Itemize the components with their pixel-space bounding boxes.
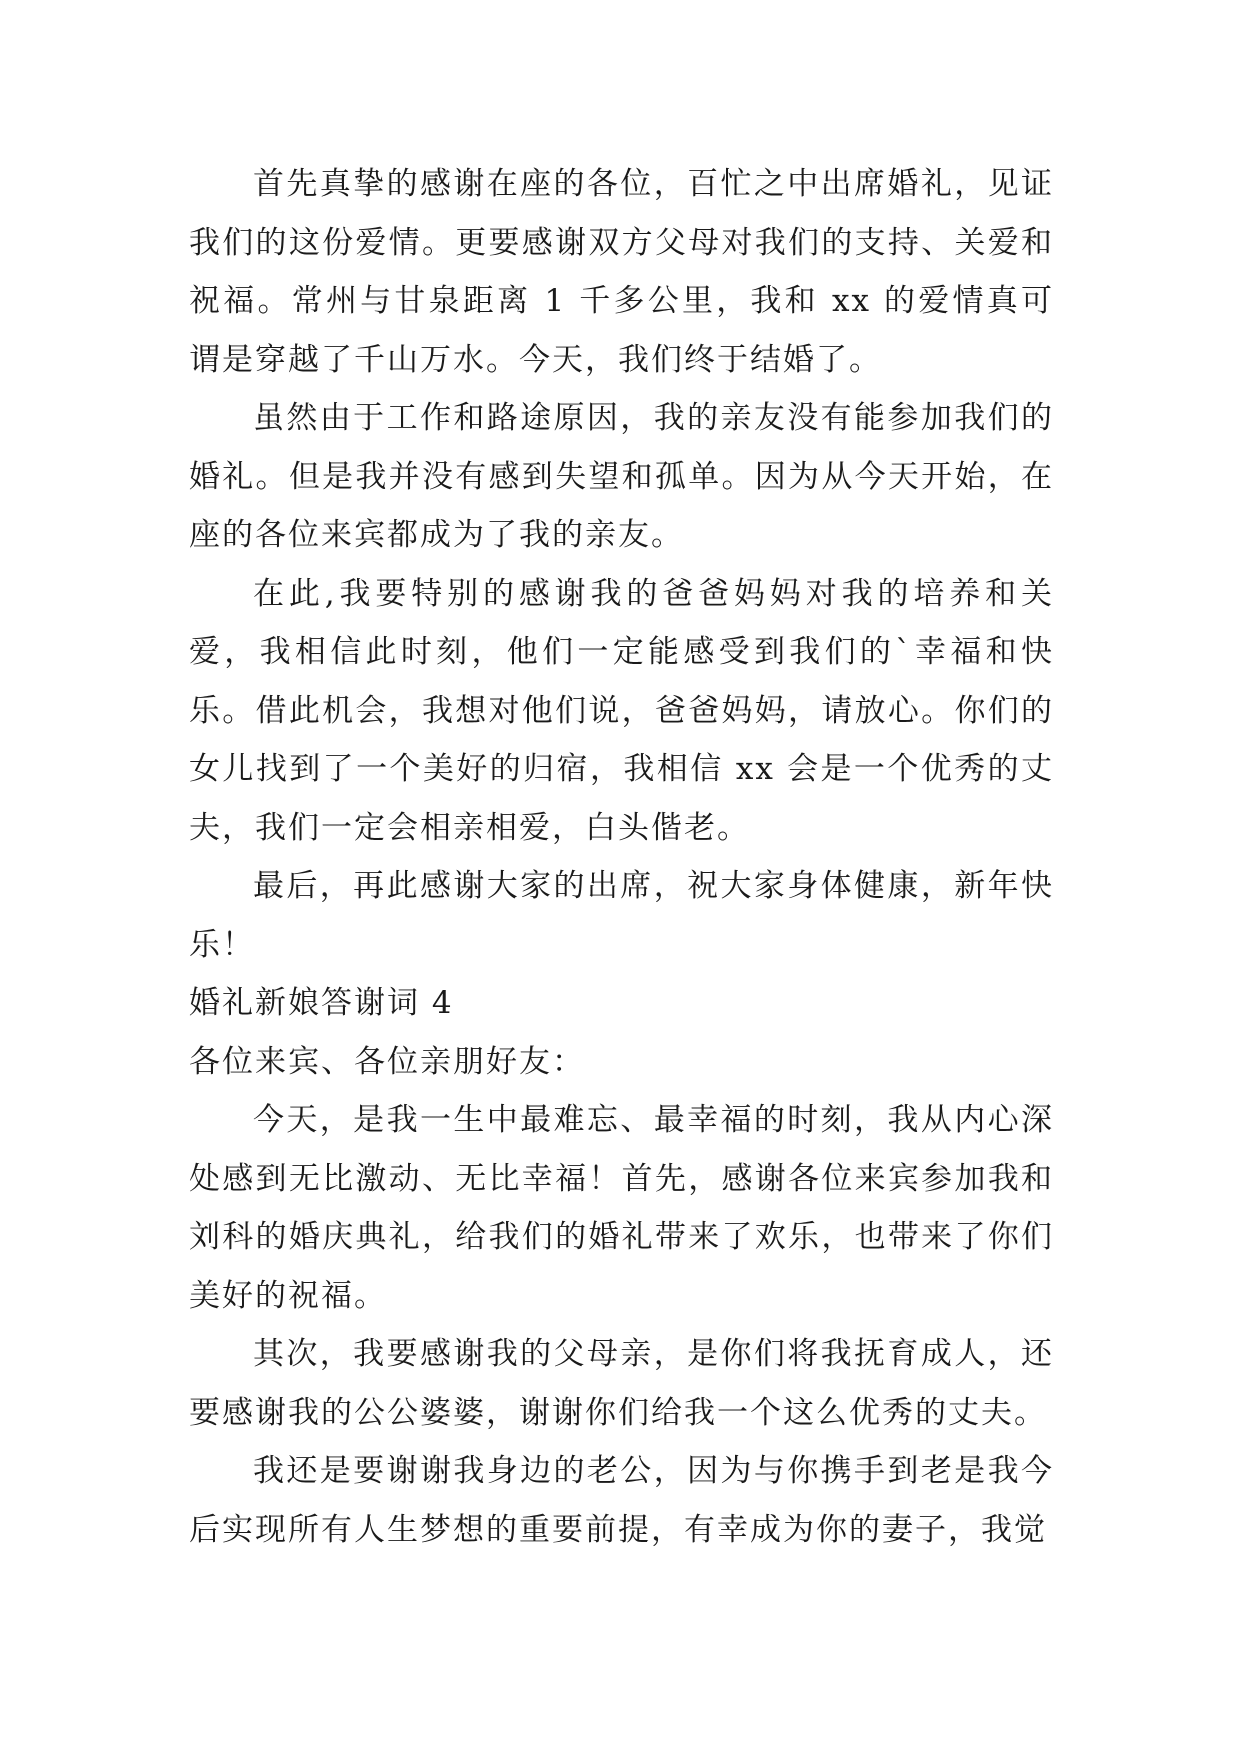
paragraph-thanks-husband: 我还是要谢谢我身边的老公，因为与你携手到老是我今后实现所有人生梦想的重要前提，有幸成为你的妻子，我觉	[189, 1453, 1054, 1548]
paragraph-thanks-parents: 在此,我要特别的感谢我的爸爸妈妈对我的培养和关爱，我相信此时刻，他们一定能感受到我们的`幸福和快乐。借此机会，我想对他们说，爸爸妈妈，请放心。你们的女儿找到了一个美好的归宿，我相信 xx 会是一个优秀的丈夫，我们一定会相亲相爱，白头偕老。	[189, 575, 1054, 846]
paragraph-thanks-guests: 首先真挚的感谢在座的各位，百忙之中出席婚礼，见证我们的这份爱情。更要感谢双方父母对我们的支持、关爱和祝福。常州与甘泉距离 1 千多公里，我和 xx 的爱情真可谓是穿越了千山万水。今天，我们终于结婚了。	[189, 166, 1054, 378]
paragraph-thanks-family: 其次，我要感谢我的父母亲，是你们将我抚育成人，还要感谢我的公公婆婆，谢谢你们给我一个这么优秀的丈夫。	[189, 1336, 1054, 1431]
paragraph-closing-wishes: 最后，再此感谢大家的出席，祝大家身体健康，新年快乐！	[189, 868, 1054, 963]
paragraph-relatives-absent: 虽然由于工作和路途原因，我的亲友没有能参加我们的婚礼。但是我并没有感到失望和孤单。因为从今天开始，在座的各位来宾都成为了我的亲友。	[189, 400, 1054, 553]
document-body	[189, 155, 1054, 1559]
paragraph-happiest-moment: 今天，是我一生中最难忘、最幸福的时刻，我从内心深处感到无比激动、无比幸福！首先，感谢各位来宾参加我和刘科的婚庆典礼，给我们的婚礼带来了欢乐，也带来了你们美好的祝福。	[189, 1102, 1054, 1314]
salutation: 各位来宾、各位亲朋好友：	[189, 1043, 585, 1080]
section-heading: 婚礼新娘答谢词 4	[189, 985, 454, 1021]
